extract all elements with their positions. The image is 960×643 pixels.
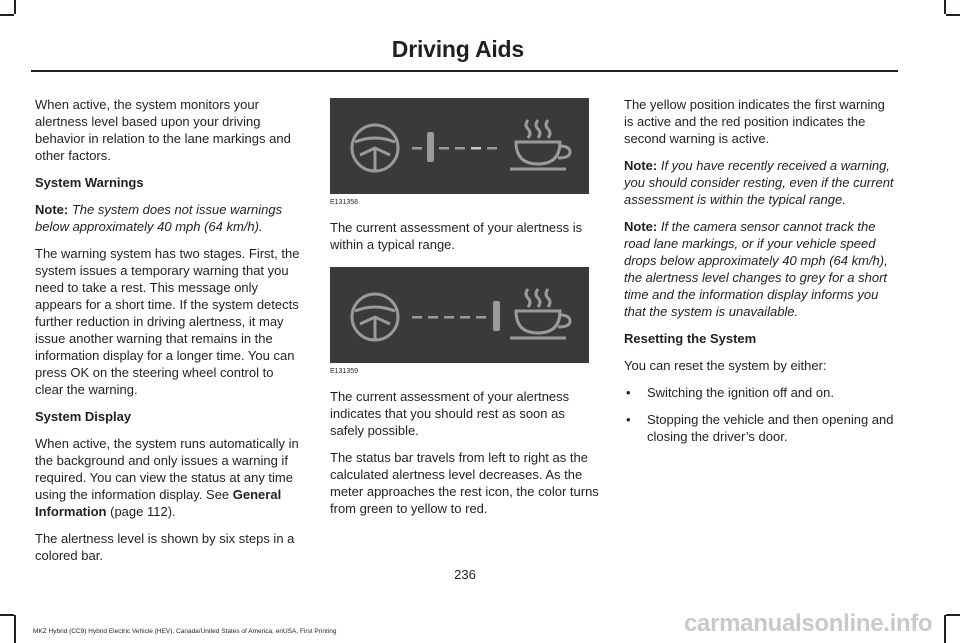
figure-id: E131359 (330, 368, 359, 375)
column-right (624, 96, 894, 455)
column-left (35, 96, 305, 574)
level-step (455, 147, 465, 150)
crop-mark (946, 14, 960, 16)
alertness-figure-typical (330, 98, 589, 194)
cross-reference-link[interactable]: General Information (35, 487, 282, 519)
list-item: • Stopping the vehicle and then opening and closing the driver’s door. (624, 411, 894, 445)
page-number: 236 (454, 567, 476, 582)
steering-wheel-icon (352, 125, 398, 171)
crop-mark (946, 614, 960, 616)
paragraph: The yellow position indicates the first warning is active and the red position indicates the second warning is active. (624, 97, 885, 146)
alertness-figure-rest (330, 267, 589, 363)
alertness-display-icon (330, 267, 589, 363)
note (624, 157, 894, 208)
note-label: Note: (35, 202, 69, 217)
level-step (412, 316, 422, 319)
crop-mark (14, 0, 16, 14)
paragraph: You can reset the system by either: (624, 358, 827, 373)
paragraph: The alertness level is shown by six steps in a colored bar. (35, 531, 295, 563)
crop-mark (14, 615, 16, 643)
level-step (412, 147, 422, 150)
level-step (444, 316, 454, 319)
crop-mark (0, 14, 14, 16)
level-step (460, 316, 470, 319)
footer-text: MKZ Hybrid (CC9) Hybrid Electric Vehicle (HEV), Canada/United States of America, enUSA, First Printing (33, 628, 337, 635)
section-heading: Resetting the System (624, 331, 757, 346)
alertness-display-icon (330, 98, 589, 194)
crop-mark (0, 614, 14, 616)
crop-mark (944, 615, 946, 643)
paragraph: When active, the system monitors your alertness level based upon your driving behavior in relation to the lane markings and other factors. (35, 97, 291, 163)
level-step (487, 147, 497, 150)
level-indicator (493, 301, 500, 331)
paragraph (35, 435, 305, 520)
paragraph: The status bar travels from left to right as the calculated alertness level decreases. As the meter approaches the rest icon, the color turns from green to yellow to red. (330, 450, 599, 516)
coffee-cup-icon (510, 289, 570, 338)
note-text: If the camera sensor cannot track the road lane markings, or if your vehicle speed drops below approximately 40 mph (64 km/h), the alertness level changes to grey for a short time and the information display informs you that the system is unavailable. (624, 219, 888, 319)
paragraph: The current assessment of your alertness indicates that you should rest as soon as safely possible. (330, 389, 570, 438)
note-label: Note: (624, 219, 658, 234)
column-middle (330, 98, 600, 527)
note-label: Note: (624, 158, 658, 173)
figure-id: E131358 (330, 199, 359, 206)
note-text: If you have recently received a warning, you should consider resting, even if the current assessment is within the typical range. (624, 158, 894, 207)
section-heading: System Display (35, 409, 132, 424)
note (624, 218, 894, 320)
coffee-cup-icon (510, 120, 570, 169)
crop-mark (944, 0, 946, 14)
level-step (428, 316, 438, 319)
level-step (439, 147, 449, 150)
note (35, 201, 305, 235)
bullet-list (624, 384, 894, 445)
page-reference: (page 112). (106, 504, 176, 519)
level-indicator (427, 132, 434, 162)
level-step (476, 316, 486, 319)
paragraph-text: When active, the system runs automatically in the background and only issues a warning if required. You can view the status at any time using the information display. See (35, 436, 299, 502)
section-heading: System Warnings (35, 175, 144, 190)
list-item: • Switching the ignition off and on. (624, 384, 894, 401)
steering-wheel-icon (352, 294, 398, 340)
paragraph: The current assessment of your alertness is within a typical range. (330, 220, 583, 252)
paragraph: The warning system has two stages. First, the system issues a temporary warning that you need to take a rest. This message only appears for a short time. If the system detects further reduction in driving alertness, it may issue another warning that remains in the information display for a longer time. You can press OK on the steering wheel control to clear the warning. (35, 246, 300, 397)
page-title: Driving Aids (391, 36, 524, 62)
note-text: The system does not issue warnings below approximately 40 mph (64 km/h). (35, 202, 283, 234)
watermark: carmanualsonline.info (684, 610, 933, 637)
header-rule (31, 70, 898, 72)
level-step (471, 147, 481, 150)
